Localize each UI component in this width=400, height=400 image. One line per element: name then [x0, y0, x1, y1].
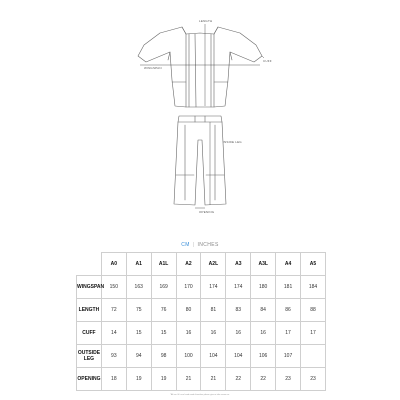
table-cell: 94 — [126, 345, 151, 368]
table-cell: 18 — [101, 368, 126, 391]
table-cell: 100 — [176, 345, 201, 368]
table-cell: 15 — [126, 322, 151, 345]
table-cell: 88 — [301, 299, 326, 322]
table-cell: 72 — [101, 299, 126, 322]
row-label: LENGTH — [77, 299, 102, 322]
table-header-row — [77, 253, 326, 276]
table-cell: 93 — [101, 345, 126, 368]
table-cell: 19 — [151, 368, 176, 391]
table-row — [77, 276, 326, 299]
size-header: A2 — [176, 253, 201, 276]
table-cell: 14 — [101, 322, 126, 345]
table-cell: 86 — [276, 299, 301, 322]
table-cell: 150 — [101, 276, 126, 299]
table-cell: 75 — [126, 299, 151, 322]
table-cell: 80 — [176, 299, 201, 322]
table-row — [77, 345, 326, 368]
table-corner-cell — [77, 253, 102, 276]
table-cell: 104 — [226, 345, 251, 368]
opening-label: OPENING — [199, 210, 215, 214]
footnote: *All our Gi's are hand made therefore please give or take some cm. — [170, 394, 230, 396]
table-cell: 19 — [126, 368, 151, 391]
unit-separator: | — [192, 242, 195, 248]
row-label: WINGSPAN — [77, 276, 102, 299]
size-header: A3L — [251, 253, 276, 276]
table-cell: 83 — [226, 299, 251, 322]
table-cell: 174 — [201, 276, 226, 299]
row-label: OPENING — [77, 368, 102, 391]
table-cell: 180 — [251, 276, 276, 299]
table-row — [77, 322, 326, 345]
table-row — [77, 299, 326, 322]
size-header: A1L — [151, 253, 176, 276]
table-cell: 174 — [226, 276, 251, 299]
table-cell: 21 — [201, 368, 226, 391]
table-cell: 184 — [301, 276, 326, 299]
cuff-label: CUFF — [263, 59, 272, 63]
table-cell: 16 — [201, 322, 226, 345]
size-header: A5 — [301, 253, 326, 276]
size-header: A3 — [226, 253, 251, 276]
size-chart-table — [76, 252, 326, 391]
unit-inches-toggle[interactable]: INCHES — [197, 242, 219, 248]
table-cell: 15 — [151, 322, 176, 345]
pants-outline — [174, 116, 226, 205]
size-header: A1 — [126, 253, 151, 276]
size-header: A2L — [201, 253, 226, 276]
unit-cm-toggle[interactable]: CM — [181, 242, 190, 248]
table-cell: 17 — [276, 322, 301, 345]
row-label: OUTSIDE LEG — [77, 345, 102, 368]
unit-toggle — [0, 242, 400, 248]
table-cell: 170 — [176, 276, 201, 299]
table-cell: 84 — [251, 299, 276, 322]
table-cell: 107 — [276, 345, 301, 368]
size-header: A0 — [101, 253, 126, 276]
table-cell: 23 — [301, 368, 326, 391]
table-cell: 104 — [201, 345, 226, 368]
table-cell: 16 — [226, 322, 251, 345]
size-header: A4 — [276, 253, 301, 276]
table-cell: 21 — [176, 368, 201, 391]
table-cell: 16 — [176, 322, 201, 345]
table-cell: 22 — [226, 368, 251, 391]
table-cell: 17 — [301, 322, 326, 345]
table-cell: 16 — [251, 322, 276, 345]
table-cell: 81 — [201, 299, 226, 322]
table-cell: 23 — [276, 368, 301, 391]
table-cell: 169 — [151, 276, 176, 299]
table-cell: 163 — [126, 276, 151, 299]
length-label: LENGTH — [199, 19, 213, 23]
inside-leg-label: INSIDE LEG — [223, 140, 242, 144]
table-cell: 106 — [251, 345, 276, 368]
table-cell: 22 — [251, 368, 276, 391]
table-cell: 181 — [276, 276, 301, 299]
table-cell: 76 — [151, 299, 176, 322]
row-label: CUFF — [77, 322, 102, 345]
table-row — [77, 368, 326, 391]
wingspan-label: WINGSPAN — [144, 66, 162, 70]
table-cell — [301, 345, 326, 368]
table-cell: 98 — [151, 345, 176, 368]
